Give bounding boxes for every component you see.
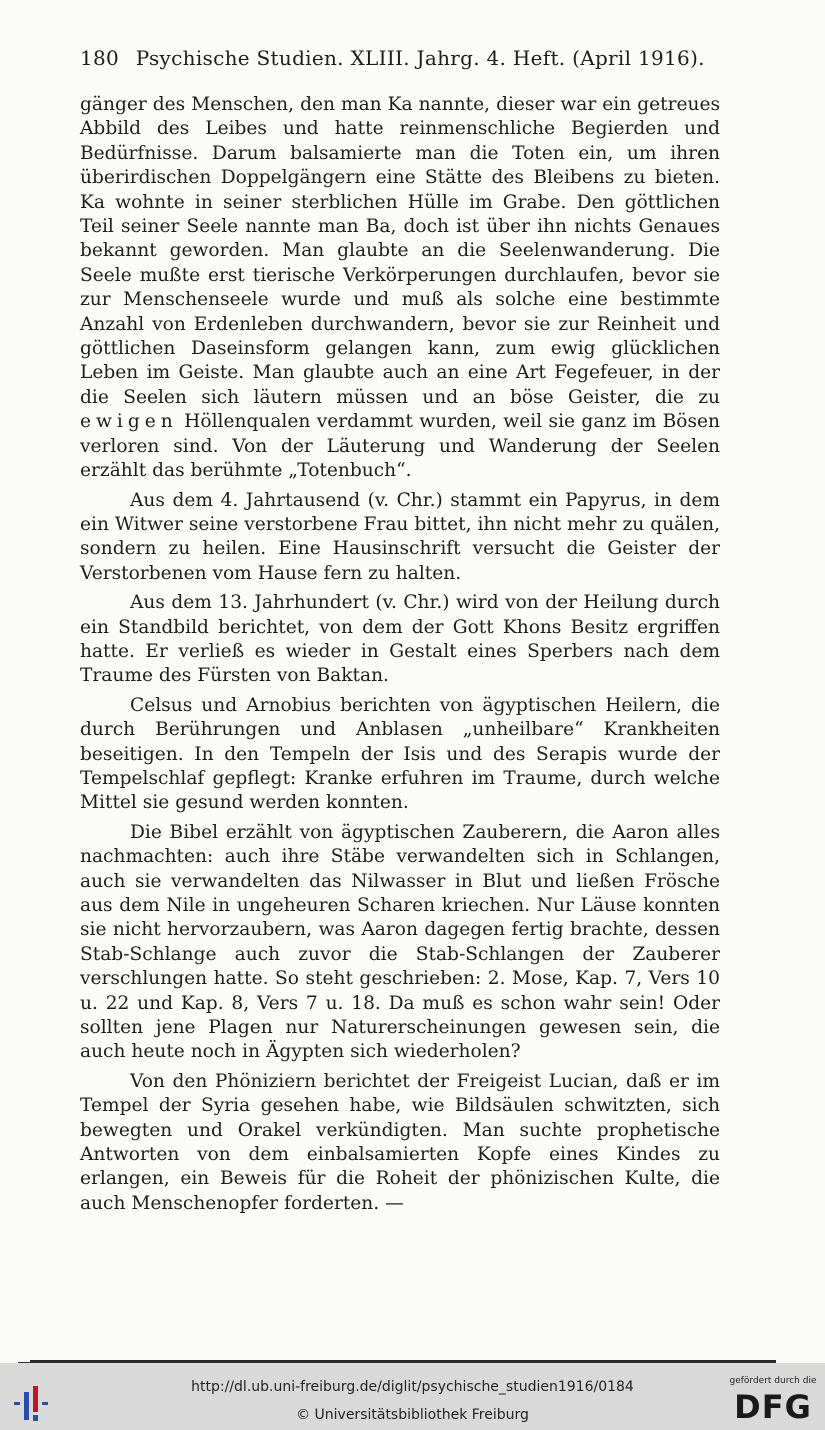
paragraph-text: gänger des Menschen, den man Ka nannte, dieser war ein getreues Abbild des Leibes und hatte reinmenschliche Begierden und Bedürfnisse. Darum balsamierte man die Toten ein, um ihren überirdischen Doppelgängern eine Stätte des Bleibens zu bieten. Ka wohnte in seiner sterblichen Hülle im Grabe. Den göttlichen Teil seiner Seele nannte man Ba, doch ist über ihn nichts Genaues bekannt geworden. Man glaubte an die Seelenwanderung. Die Seele mußte erst tierische Verkörperungen durchlaufen, bevor sie zur Menschenseele wurde und muß als solche eine bestimmte Anzahl von Erdenleben durchwandern, bevor sie zur Reinheit und göttlichen Daseinsform gelangen kann, zum ewig glücklichen Leben im Geiste. Man glaubte auch an eine Art Fegefeuer, in der die Seelen sich läutern müssen und an böse Geister, die zu xyxy=(80,94,720,408)
copyright-notice: © Universitätsbibliothek Freiburg xyxy=(296,1407,529,1423)
paragraph-text: Die Bibel erzählt von ägyptischen Zauberern, die Aaron alles nachmachten: auch ihre Stäbe verwandelten sich in Schlangen, auch sie verwandelten das Nilwasser in Blut und ließen Frösche aus dem Nile in ungeheuren Scharen kriechen. Nur Läuse konnten sie nicht hervorzaubern, was Aaron dagegen fertig brachte, dessen Stab-Schlange auch zuvor die Stab-Schlangen der Zauberer verschlungen hatte. So steht geschrieben: 2. Mose, Kap. 7, Vers 10 u. 22 und Kap. 8, Vers 7 u. 18. Da muß es schon wahr sein! Oder sollten jene Plagen nur Naturerscheinungen gewesen sein, die auch heute noch in Ägypten sich wiederholen? xyxy=(80,821,720,1063)
dfg-funding-badge xyxy=(728,1376,818,1426)
paragraph-text: Von den Phöniziern berichtet der Freigeist Lucian, daß er im Tempel der Syria gesehen habe, wie Bildsäulen schwitzten, sich bewegten und Orakel verkündigten. Man suchte prophetische Antworten von dem einbalsamierten Kopfe eines Kindes zu erlangen, ein Beweis für die Roheit der phönizischen Kulte, die auch Menschenopfer forderten. — xyxy=(80,1070,720,1214)
paragraph xyxy=(80,93,720,484)
paragraph xyxy=(80,694,720,816)
running-header xyxy=(80,44,720,72)
paragraph-text: Höllenqualen verdammt wurden, weil sie ganz im Bösen verloren sind. Von der Läuterung und Wanderung der Seelen erzählt das berühmte „Totenbuch“. xyxy=(80,411,720,482)
article-body xyxy=(80,93,720,1216)
paragraph-text: Celsus und Arnobius berichten von ägyptischen Heilern, die durch Berührungen und Anblasen „unheilbare“ Krankheiten beseitigen. In den Tempeln der Isis und des Serapis wurde der Tempelschlaf gepflegt: Kranke erfuhren im Traume, durch welche Mittel sie gesund werden konnten. xyxy=(80,694,720,814)
document-url[interactable]: http://dl.ub.uni-freiburg.de/diglit/psychische_studien1916/0184 xyxy=(191,1379,634,1395)
spaced-emphasis-text: ewigen xyxy=(80,411,178,433)
paragraph xyxy=(80,1070,720,1216)
paragraph xyxy=(80,821,720,1065)
dfg-logo-text: DFG xyxy=(734,1388,812,1426)
paragraph-text: Aus dem 13. Jahrhundert (v. Chr.) wird von der Heilung durch ein Standbild berichtet, von dem der Gott Khons Besitz ergriffen hatte. Er verließ es wieder in Gestalt eines Sperbers nach dem Traume des Fürsten von Baktan. xyxy=(80,592,720,687)
funder-note: gefördert durch die xyxy=(729,1376,817,1386)
paragraph xyxy=(80,489,720,587)
paragraph-text: Aus dem 4. Jahrtausend (v. Chr.) stammt ein Papyrus, in dem ein Witwer seine verstorbene Frau bittet, ihn nicht mehr zu quälen, sondern zu heilen. Eine Hausinschrift versucht die Geister der Verstorbenen vom Hause fern zu halten. xyxy=(80,489,720,584)
page-number: 180 xyxy=(80,46,120,70)
running-title: Psychische Studien. XLIII. Jahrg. 4. Heft. (April 1916). xyxy=(135,46,705,70)
paragraph xyxy=(80,591,720,689)
